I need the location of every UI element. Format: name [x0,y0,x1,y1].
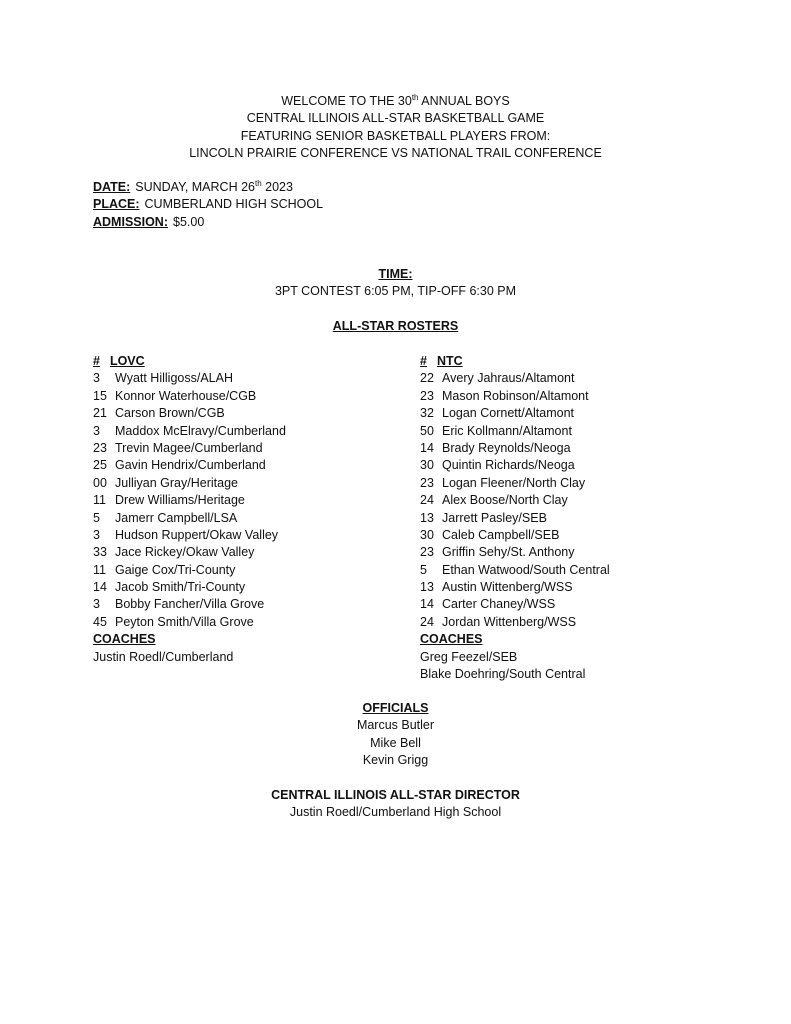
player-number: 14 [93,580,107,595]
lovc-coaches-label: COACHES [93,632,156,647]
player-name: Gaige Cox/Tri-County [115,562,236,577]
player-number: 3 [93,423,100,438]
player-name: Griffin Sehy/St. Anthony [442,545,575,560]
player-name: Ethan Watwood/South Central [442,562,610,577]
roster-row [93,423,286,440]
roster-row [93,388,286,405]
roster-row [420,527,610,544]
player-number: 32 [420,406,434,421]
player-name: Alex Boose/North Clay [442,493,568,508]
player-name: Drew Williams/Heritage [115,493,245,508]
player-number: 5 [93,510,100,525]
official-name: Mike Bell [370,735,421,750]
player-number: 23 [420,545,434,560]
player-number: 45 [93,614,107,629]
player-number: 3 [93,527,100,542]
player-name: Brady Reynolds/Neoga [442,440,571,455]
player-number: 11 [93,562,106,577]
roster-row [93,579,286,596]
ntc-coaches-label: COACHES [420,632,483,647]
roster-row [93,457,286,474]
header-line-2: CENTRAL ILLINOIS ALL-STAR BASKETBALL GAME [246,111,545,126]
roster-row [420,614,610,631]
player-name: Wyatt Hilligoss/ALAH [115,371,233,386]
player-name: Gavin Hendrix/Cumberland [115,458,266,473]
player-number: 14 [420,440,434,455]
roster-row [93,440,286,457]
player-number: 3 [93,371,100,386]
lovc-coach-list [93,649,286,666]
player-number: 21 [93,406,107,421]
player-number: 23 [93,440,107,455]
roster-row [420,596,610,613]
admission-line [93,214,323,231]
player-name: Avery Jahraus/Altamont [442,371,575,386]
official-name: Marcus Butler [356,718,435,733]
player-name: Konnor Waterhouse/CGB [115,388,257,403]
player-number: 24 [420,493,434,508]
date-label: DATE: [93,180,131,194]
roster-row [93,475,286,492]
player-name: Carson Brown/CGB [115,406,225,421]
lovc-title: LOVC [109,354,145,368]
ntc-title: NTC [436,354,463,368]
player-number: 24 [420,614,434,629]
player-name: Jordan Wittenberg/WSS [442,614,577,629]
roster-row [93,544,286,561]
roster-row [93,405,286,422]
event-info [93,179,323,231]
roster-row [420,510,610,527]
roster-row [420,423,610,440]
coach-name: Justin Roedl/Cumberland [93,649,234,664]
player-name: Hudson Ruppert/Okaw Valley [115,527,279,542]
lovc-roster-header: # LOVC [93,354,145,368]
officials-list [0,717,791,769]
player-number: 11 [93,493,106,508]
player-number: 5 [420,562,427,577]
roster-row [420,492,610,509]
header-line-4: LINCOLN PRAIRIE CONFERENCE VS NATIONAL TRAIL CONFERENCE [189,146,602,161]
player-number: 22 [420,371,434,386]
place-label: PLACE: [93,197,140,212]
officials-label: OFFICIALS [362,701,429,715]
date-value: SUNDAY, MARCH 26th 2023 [135,178,293,194]
coach-name: Greg Feezel/SEB [420,649,518,664]
admission-value: $5.00 [173,214,205,229]
time-value: 3PT CONTEST 6:05 PM, TIP-OFF 6:30 PM [274,284,517,299]
roster-row [420,562,610,579]
rosters-title: ALL-STAR ROSTERS [332,319,459,333]
roster-row [420,475,610,492]
roster-row [93,614,286,631]
header-line-3: FEATURING SENIOR BASKETBALL PLAYERS FROM: [240,128,551,143]
roster-row [420,457,610,474]
player-name: Julliyan Gray/Heritage [115,475,238,490]
player-name: Trevin Magee/Cumberland [115,440,263,455]
roster-row [420,405,610,422]
place-value: CUMBERLAND HIGH SCHOOL [144,197,324,212]
roster-row [93,370,286,387]
ntc-coach-list [420,649,610,684]
player-number: 50 [420,423,434,438]
roster-row [420,579,610,596]
player-name: Jacob Smith/Tri-County [115,580,246,595]
admission-label: ADMISSION: [93,214,168,229]
time-section [0,266,791,301]
player-name: Austin Wittenberg/WSS [442,580,573,595]
player-name: Logan Cornett/Altamont [442,406,575,421]
player-name: Mason Robinson/Altamont [442,388,589,403]
date-line [93,179,323,196]
roster-row [420,388,610,405]
roster-row [420,370,610,387]
lovc-player-list [93,370,286,631]
official-name: Kevin Grigg [362,753,429,768]
player-name: Jace Rickey/Okaw Valley [115,545,255,560]
player-name: Eric Kollmann/Altamont [442,423,572,438]
player-number: 3 [93,597,100,612]
time-label: TIME: [378,267,413,281]
coach-name: Blake Doehring/South Central [420,667,586,682]
player-name: Logan Fleener/North Clay [442,475,586,490]
event-header [0,93,791,163]
player-number: 25 [93,458,107,473]
player-number: 23 [420,388,434,403]
roster-row [420,544,610,561]
player-name: Bobby Fancher/Villa Grove [115,597,265,612]
ntc-player-list [420,370,610,631]
player-number: 15 [93,388,107,403]
player-name: Jamerr Campbell/LSA [115,510,238,525]
player-name: Quintin Richards/Neoga [442,458,575,473]
player-number: 00 [93,475,107,490]
director-name: Justin Roedl/Cumberland High School [289,805,502,820]
player-number: 30 [420,527,434,542]
player-number: 33 [93,545,107,560]
player-name: Carter Chaney/WSS [442,597,556,612]
header-line-1: WELCOME TO THE 30th ANNUAL BOYS [281,92,510,108]
roster-row [93,492,286,509]
roster-row [93,510,286,527]
player-name: Maddox McElravy/Cumberland [115,423,286,438]
roster-row [93,527,286,544]
player-name: Jarrett Pasley/SEB [442,510,547,525]
player-name: Caleb Campbell/SEB [442,527,560,542]
player-name: Peyton Smith/Villa Grove [115,614,254,629]
player-number: 23 [420,475,434,490]
player-number: 13 [420,510,434,525]
player-number: 30 [420,458,434,473]
director-label: CENTRAL ILLINOIS ALL-STAR DIRECTOR [271,788,520,802]
player-number: 14 [420,597,434,612]
ntc-roster [420,353,610,683]
place-line [93,196,323,213]
roster-row [93,596,286,613]
officials-section [0,700,791,770]
ntc-roster-header: # NTC [420,354,463,368]
lovc-roster [93,353,286,666]
roster-row [93,562,286,579]
roster-row [420,440,610,457]
player-number: 13 [420,580,434,595]
director-section [0,787,791,822]
